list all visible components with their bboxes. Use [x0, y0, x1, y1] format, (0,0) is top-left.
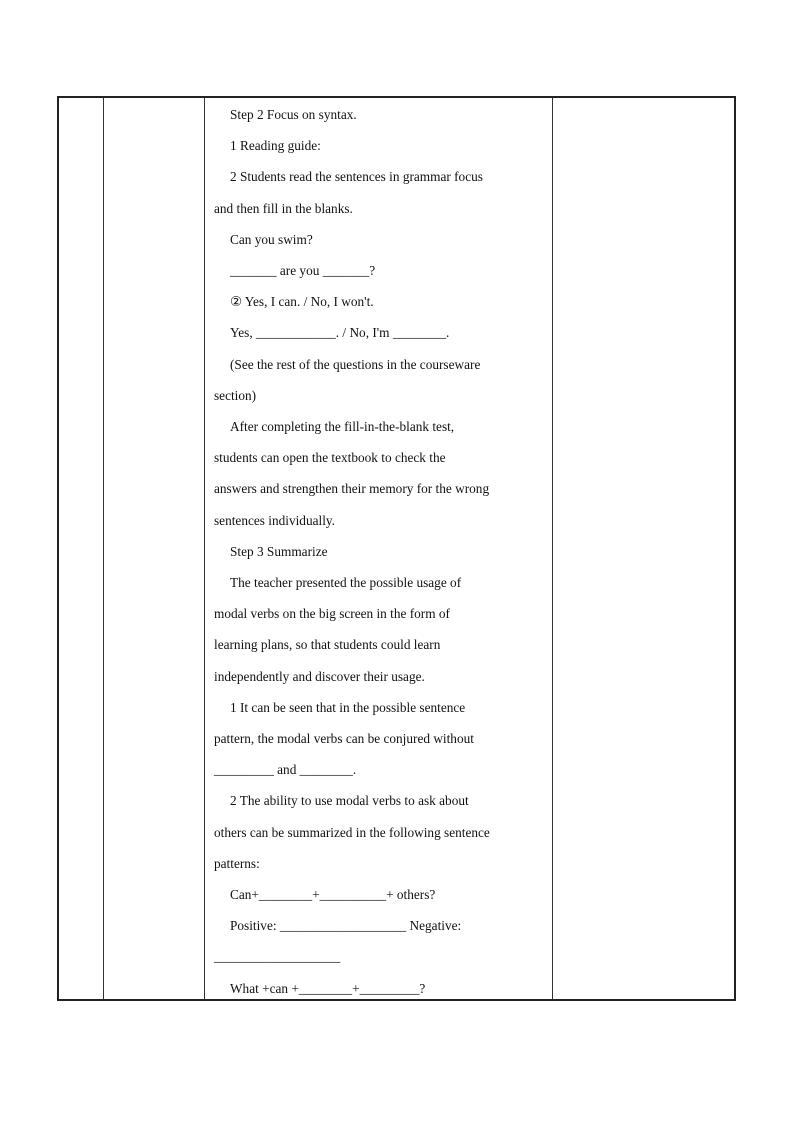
text-line: What +can +________+_________?: [230, 981, 426, 996]
text-line: Can you swim?: [230, 232, 313, 247]
text-line: students can open the textbook to check the: [214, 450, 446, 465]
text-line: others can be summarized in the following sentence: [214, 825, 490, 840]
text-line: ② Yes, I can. / No, I won't.: [230, 294, 374, 309]
text-line: Can+________+__________+ others?: [230, 887, 436, 902]
text-line: and then fill in the blanks.: [214, 201, 353, 216]
text-line: Yes, ____________. / No, I'm ________.: [230, 325, 450, 340]
text-line: ___________________: [214, 949, 341, 964]
text-line: (See the rest of the questions in the courseware: [230, 357, 481, 372]
text-line: _________ and ________.: [214, 762, 357, 777]
text-line: sentences individually.: [214, 513, 335, 528]
text-line: _______ are you _______?: [230, 263, 376, 278]
text-line: 1 Reading guide:: [230, 138, 321, 153]
text-line: 1 It can be seen that in the possible sentence: [230, 700, 466, 715]
column-divider-1: [103, 98, 104, 999]
column-divider-2: [204, 98, 205, 999]
text-line: patterns:: [214, 856, 260, 871]
lesson-plan-table: [57, 96, 736, 1001]
text-line: The teacher presented the possible usage of: [230, 575, 462, 590]
text-line: 2 The ability to use modal verbs to ask about: [230, 793, 469, 808]
text-line: answers and strengthen their memory for the wrong: [214, 481, 490, 496]
text-line: Positive: ___________________ Negative:: [230, 918, 462, 933]
text-line: 2 Students read the sentences in grammar focus: [230, 169, 483, 184]
text-line: Step 3 Summarize: [230, 544, 328, 559]
text-line: pattern, the modal verbs can be conjured without: [214, 731, 474, 746]
text-line: Step 2 Focus on syntax.: [230, 107, 357, 122]
text-line: modal verbs on the big screen in the form of: [214, 606, 450, 621]
text-line: section): [214, 388, 257, 403]
text-line: After completing the fill-in-the-blank test,: [230, 419, 455, 434]
text-line: independently and discover their usage.: [214, 669, 425, 684]
text-line: learning plans, so that students could learn: [214, 637, 441, 652]
